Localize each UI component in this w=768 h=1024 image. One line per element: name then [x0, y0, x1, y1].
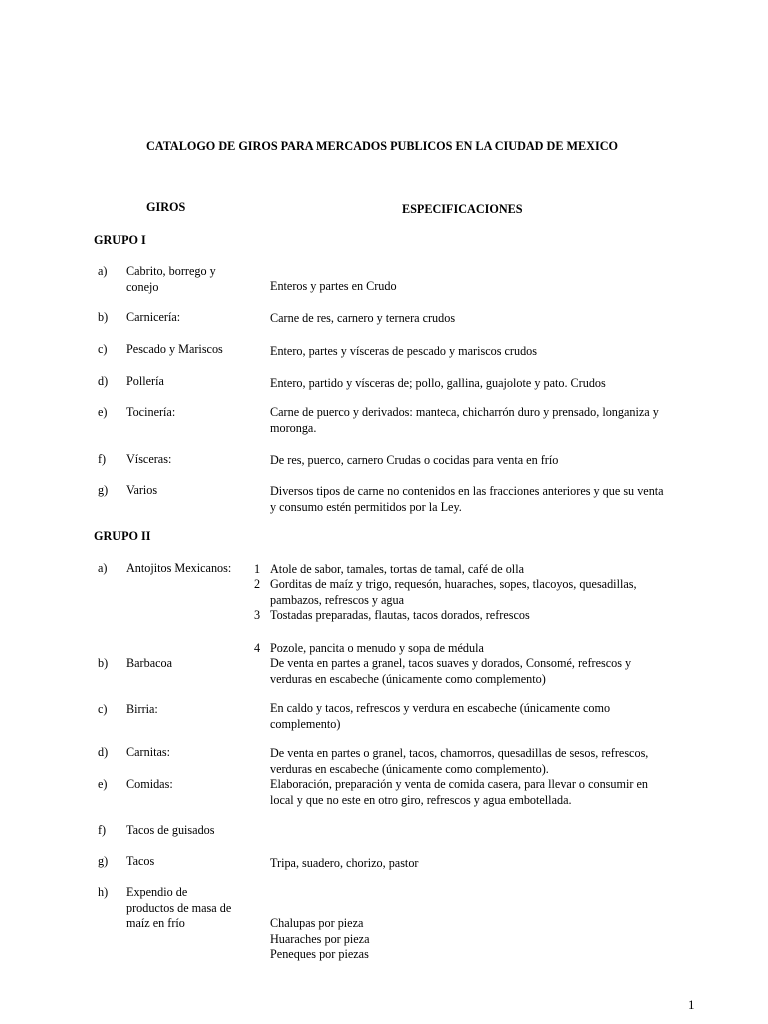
- group-label: GRUPO I: [94, 233, 146, 247]
- page-number: 1: [688, 997, 695, 1012]
- item-letter: c): [98, 702, 108, 716]
- numbered-spec: Pozole, pancita o menudo y sopa de médula: [270, 641, 484, 655]
- item-giro: Antojitos Mexicanos:: [126, 561, 232, 575]
- header-especificaciones: ESPECIFICACIONES: [402, 202, 523, 216]
- item-giro: Carnitas:: [126, 745, 171, 759]
- item-spec: De res, puerco, carnero Crudas o cocidas para venta en frío: [270, 453, 559, 467]
- item-spec: Carne de res, carnero y ternera crudos: [270, 311, 456, 325]
- item-giro: Birria:: [126, 702, 158, 716]
- item-giro: Expendio de productos de masa de maíz en frío: [126, 885, 232, 930]
- item-spec: Entero, partes y vísceras de pescado y mariscos crudos: [270, 344, 538, 358]
- item-letter: d): [98, 745, 109, 759]
- numbered-spec: Gorditas de maíz y trigo, requesón, huaraches, sopes, tlacoyos, quesadillas, pambazos, refrescos y agua: [270, 577, 637, 607]
- item-letter: a): [98, 264, 108, 278]
- item-giro: Pescado y Mariscos: [126, 342, 223, 356]
- item-giro: Barbacoa: [126, 656, 173, 670]
- item-spec: Chalupas por pieza Huaraches por pieza Peneques por piezas: [270, 916, 370, 961]
- item-spec: Entero, partido y vísceras de; pollo, gallina, guajolote y pato. Crudos: [270, 376, 606, 390]
- item-spec: De venta en partes a granel, tacos suaves y dorados, Consomé, refrescos y verduras en escabeche (únicamente como complemento): [270, 656, 632, 686]
- item-letter: f): [98, 452, 107, 466]
- numbered-spec: Atole de sabor, tamales, tortas de tamal, café de olla: [270, 562, 524, 576]
- item-letter: f): [98, 823, 107, 837]
- item-letter: c): [98, 342, 108, 356]
- numbered-index: 1: [254, 562, 261, 576]
- numbered-index: 2: [254, 577, 261, 591]
- item-giro: Tocinería:: [126, 405, 176, 419]
- item-letter: h): [98, 885, 109, 899]
- item-letter: e): [98, 405, 108, 419]
- item-giro: Cabrito, borrego y conejo: [126, 264, 216, 294]
- item-spec: Carne de puerco y derivados: manteca, chicharrón duro y prensado, longaniza y moronga.: [270, 405, 659, 435]
- item-letter: b): [98, 310, 109, 324]
- group-label: GRUPO II: [94, 529, 151, 543]
- item-spec: Elaboración, preparación y venta de comida casera, para llevar o consumir en local y que no este en otro giro, refrescos y agua embotellada.: [270, 777, 648, 807]
- document-title: CATALOGO DE GIROS PARA MERCADOS PUBLICOS EN LA CIUDAD DE MEXICO: [146, 139, 618, 153]
- item-spec: Diversos tipos de carne no contenidos en las fracciones anteriores y que su venta y consumo estén permitidos por la Ley.: [270, 484, 664, 514]
- item-letter: a): [98, 561, 108, 575]
- item-spec: Enteros y partes en Crudo: [270, 279, 397, 293]
- item-giro: Carnicería:: [126, 310, 181, 324]
- numbered-spec: Tostadas preparadas, flautas, tacos dorados, refrescos: [270, 608, 530, 622]
- item-giro: Tacos de guisados: [126, 823, 215, 837]
- item-letter: d): [98, 374, 109, 388]
- item-letter: g): [98, 483, 109, 497]
- item-spec: En caldo y tacos, refrescos y verdura en escabeche (únicamente como complemento): [270, 701, 611, 731]
- numbered-index: 4: [254, 641, 261, 655]
- item-letter: g): [98, 854, 109, 868]
- item-giro: Pollería: [126, 374, 164, 388]
- item-giro: Vísceras:: [126, 452, 172, 466]
- item-giro: Tacos: [126, 854, 155, 868]
- item-spec: De venta en partes o granel, tacos, chamorros, quesadillas de sesos, refrescos, verduras en escabeche (únicamente como complemento).: [270, 746, 649, 776]
- item-letter: b): [98, 656, 109, 670]
- numbered-index: 3: [254, 608, 261, 622]
- item-spec: Tripa, suadero, chorizo, pastor: [270, 856, 419, 870]
- item-giro: Comidas:: [126, 777, 173, 791]
- item-giro: Varios: [126, 483, 158, 497]
- item-letter: e): [98, 777, 108, 791]
- header-giros: GIROS: [146, 200, 186, 214]
